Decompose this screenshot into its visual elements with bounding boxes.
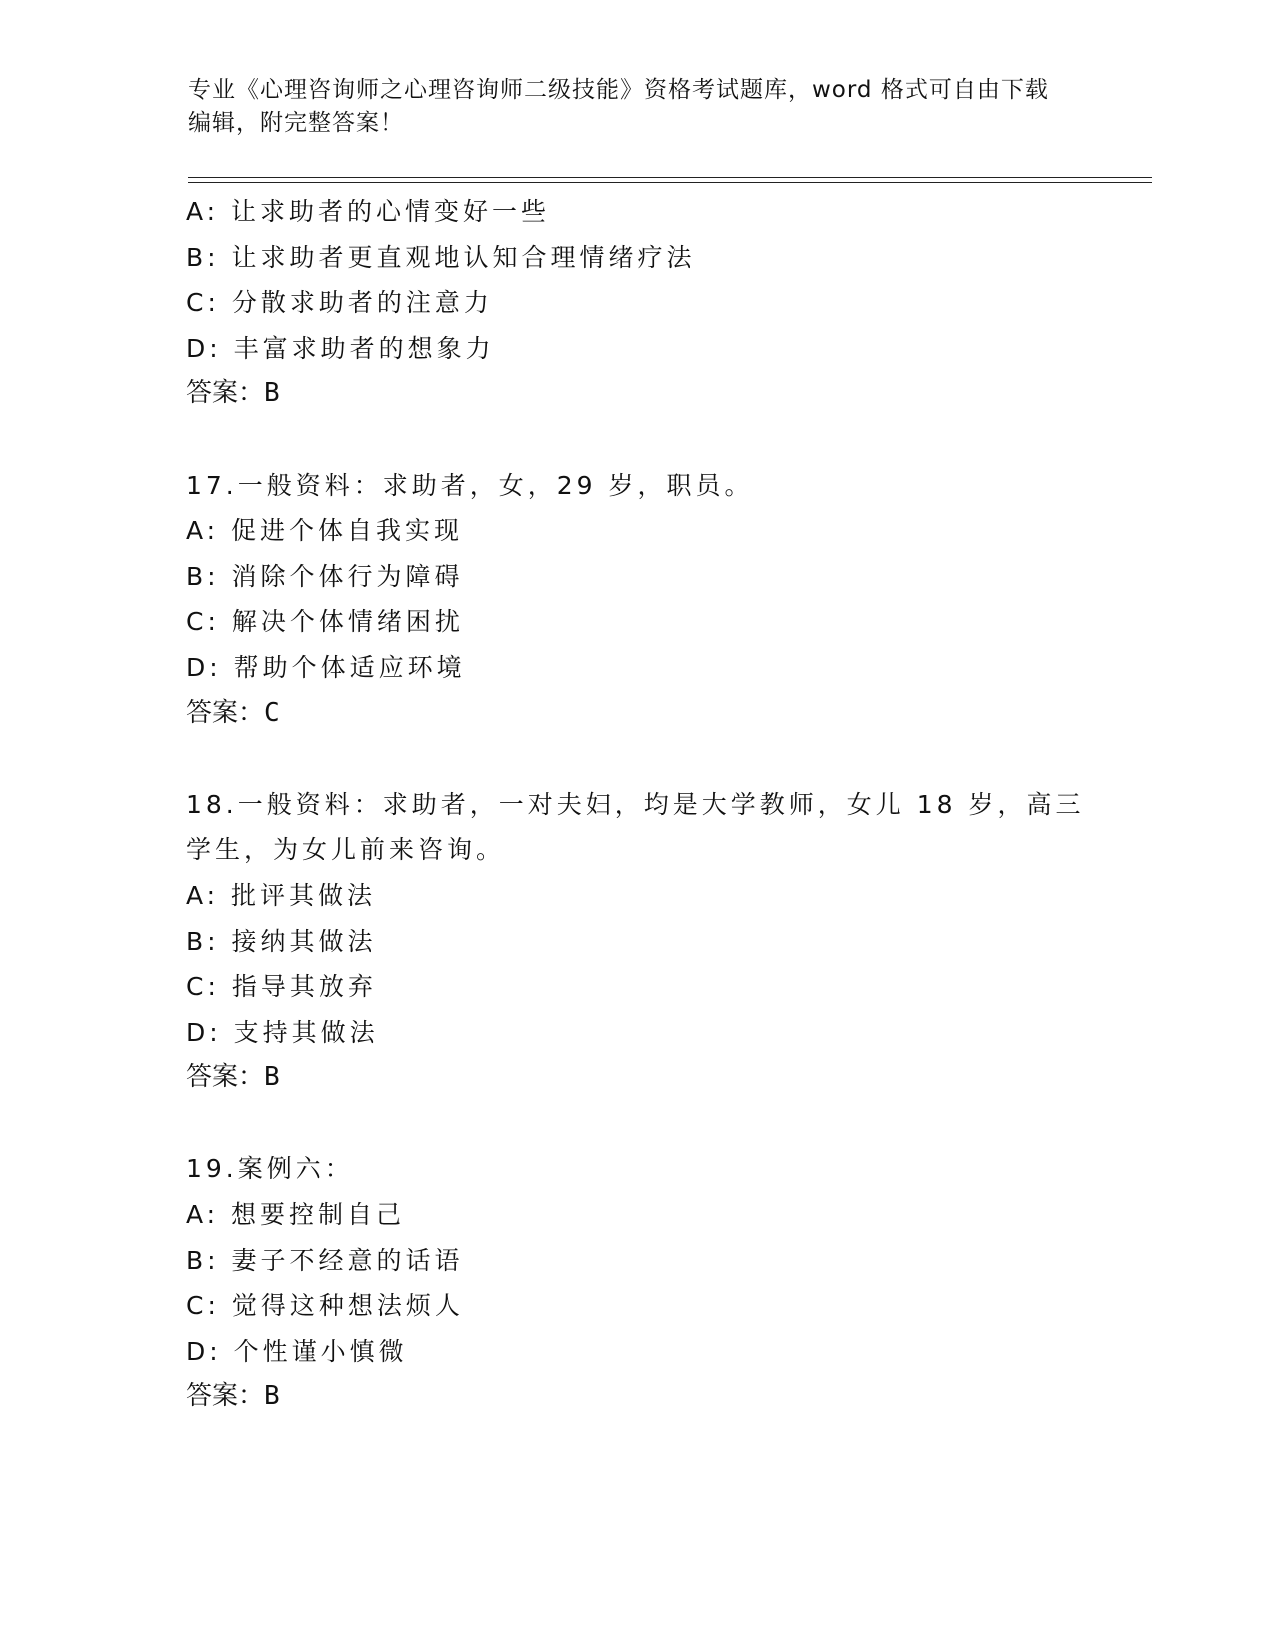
question-18 — [186, 782, 1086, 1101]
answer-line — [186, 1374, 1086, 1420]
answer-value: B — [264, 378, 280, 409]
question-stem-line-1: 18.一般资料：求助者，一对夫妇，均是大学教师，女儿 18 岁，高三 — [186, 789, 1085, 819]
option-b: B: 让求助者更直观地认知合理情绪疗法 — [186, 242, 696, 272]
option-d: D: 帮助个体适应环境 — [186, 652, 466, 682]
question-gap — [186, 1101, 1086, 1147]
answer-line — [186, 371, 1086, 417]
option-d: D: 丰富求助者的想象力 — [186, 333, 495, 363]
answer-value: C — [264, 697, 280, 728]
option-b: B: 接纳其做法 — [186, 926, 377, 956]
document-header — [188, 74, 1068, 140]
option-c: C: 指导其放弃 — [186, 972, 377, 1002]
option-a: A: 想要控制自己 — [186, 1200, 406, 1230]
question-stem-line-2: 学生，为女儿前来咨询。 — [186, 835, 506, 865]
header-divider-top — [188, 177, 1152, 178]
option-a: A: 让求助者的心情变好一些 — [186, 197, 551, 226]
question-17 — [186, 463, 1086, 737]
option-a: A: 促进个体自我实现 — [186, 516, 464, 546]
header-line-2: 编辑，附完整答案！ — [188, 110, 404, 136]
answer-line — [186, 1055, 1086, 1101]
question-gap — [186, 736, 1086, 782]
option-b: B: 消除个体行为障碍 — [186, 561, 464, 591]
header-line-1: 专业《心理咨询师之心理咨询师二级技能》资格考试题库，word 格式可自由下载 — [188, 77, 1049, 103]
option-d: D: 个性谨小慎微 — [186, 1336, 408, 1366]
question-stem: 19.案例六： — [186, 1154, 354, 1184]
option-b: B: 妻子不经意的话语 — [186, 1245, 464, 1275]
option-c: C: 分散求助者的注意力 — [186, 288, 493, 318]
option-c: C: 觉得这种想法烦人 — [186, 1291, 464, 1321]
option-d: D: 支持其做法 — [186, 1017, 379, 1047]
question-19 — [186, 1146, 1086, 1420]
answer-value: B — [264, 1062, 280, 1093]
question-stem: 17.一般资料：求助者，女，29 岁，职员。 — [186, 470, 754, 500]
answer-label: 答案： — [186, 378, 265, 409]
question-list — [186, 189, 1086, 1420]
question-16 — [186, 189, 1086, 417]
question-gap — [186, 417, 1086, 463]
answer-value: B — [264, 1381, 280, 1412]
header-divider-bottom — [188, 182, 1152, 183]
option-a: A: 批评其做法 — [186, 880, 377, 910]
answer-label: 答案： — [186, 697, 265, 728]
answer-label: 答案： — [186, 1381, 265, 1412]
answer-line — [186, 691, 1086, 737]
option-c: C: 解决个体情绪困扰 — [186, 607, 464, 637]
answer-label: 答案： — [186, 1062, 265, 1093]
